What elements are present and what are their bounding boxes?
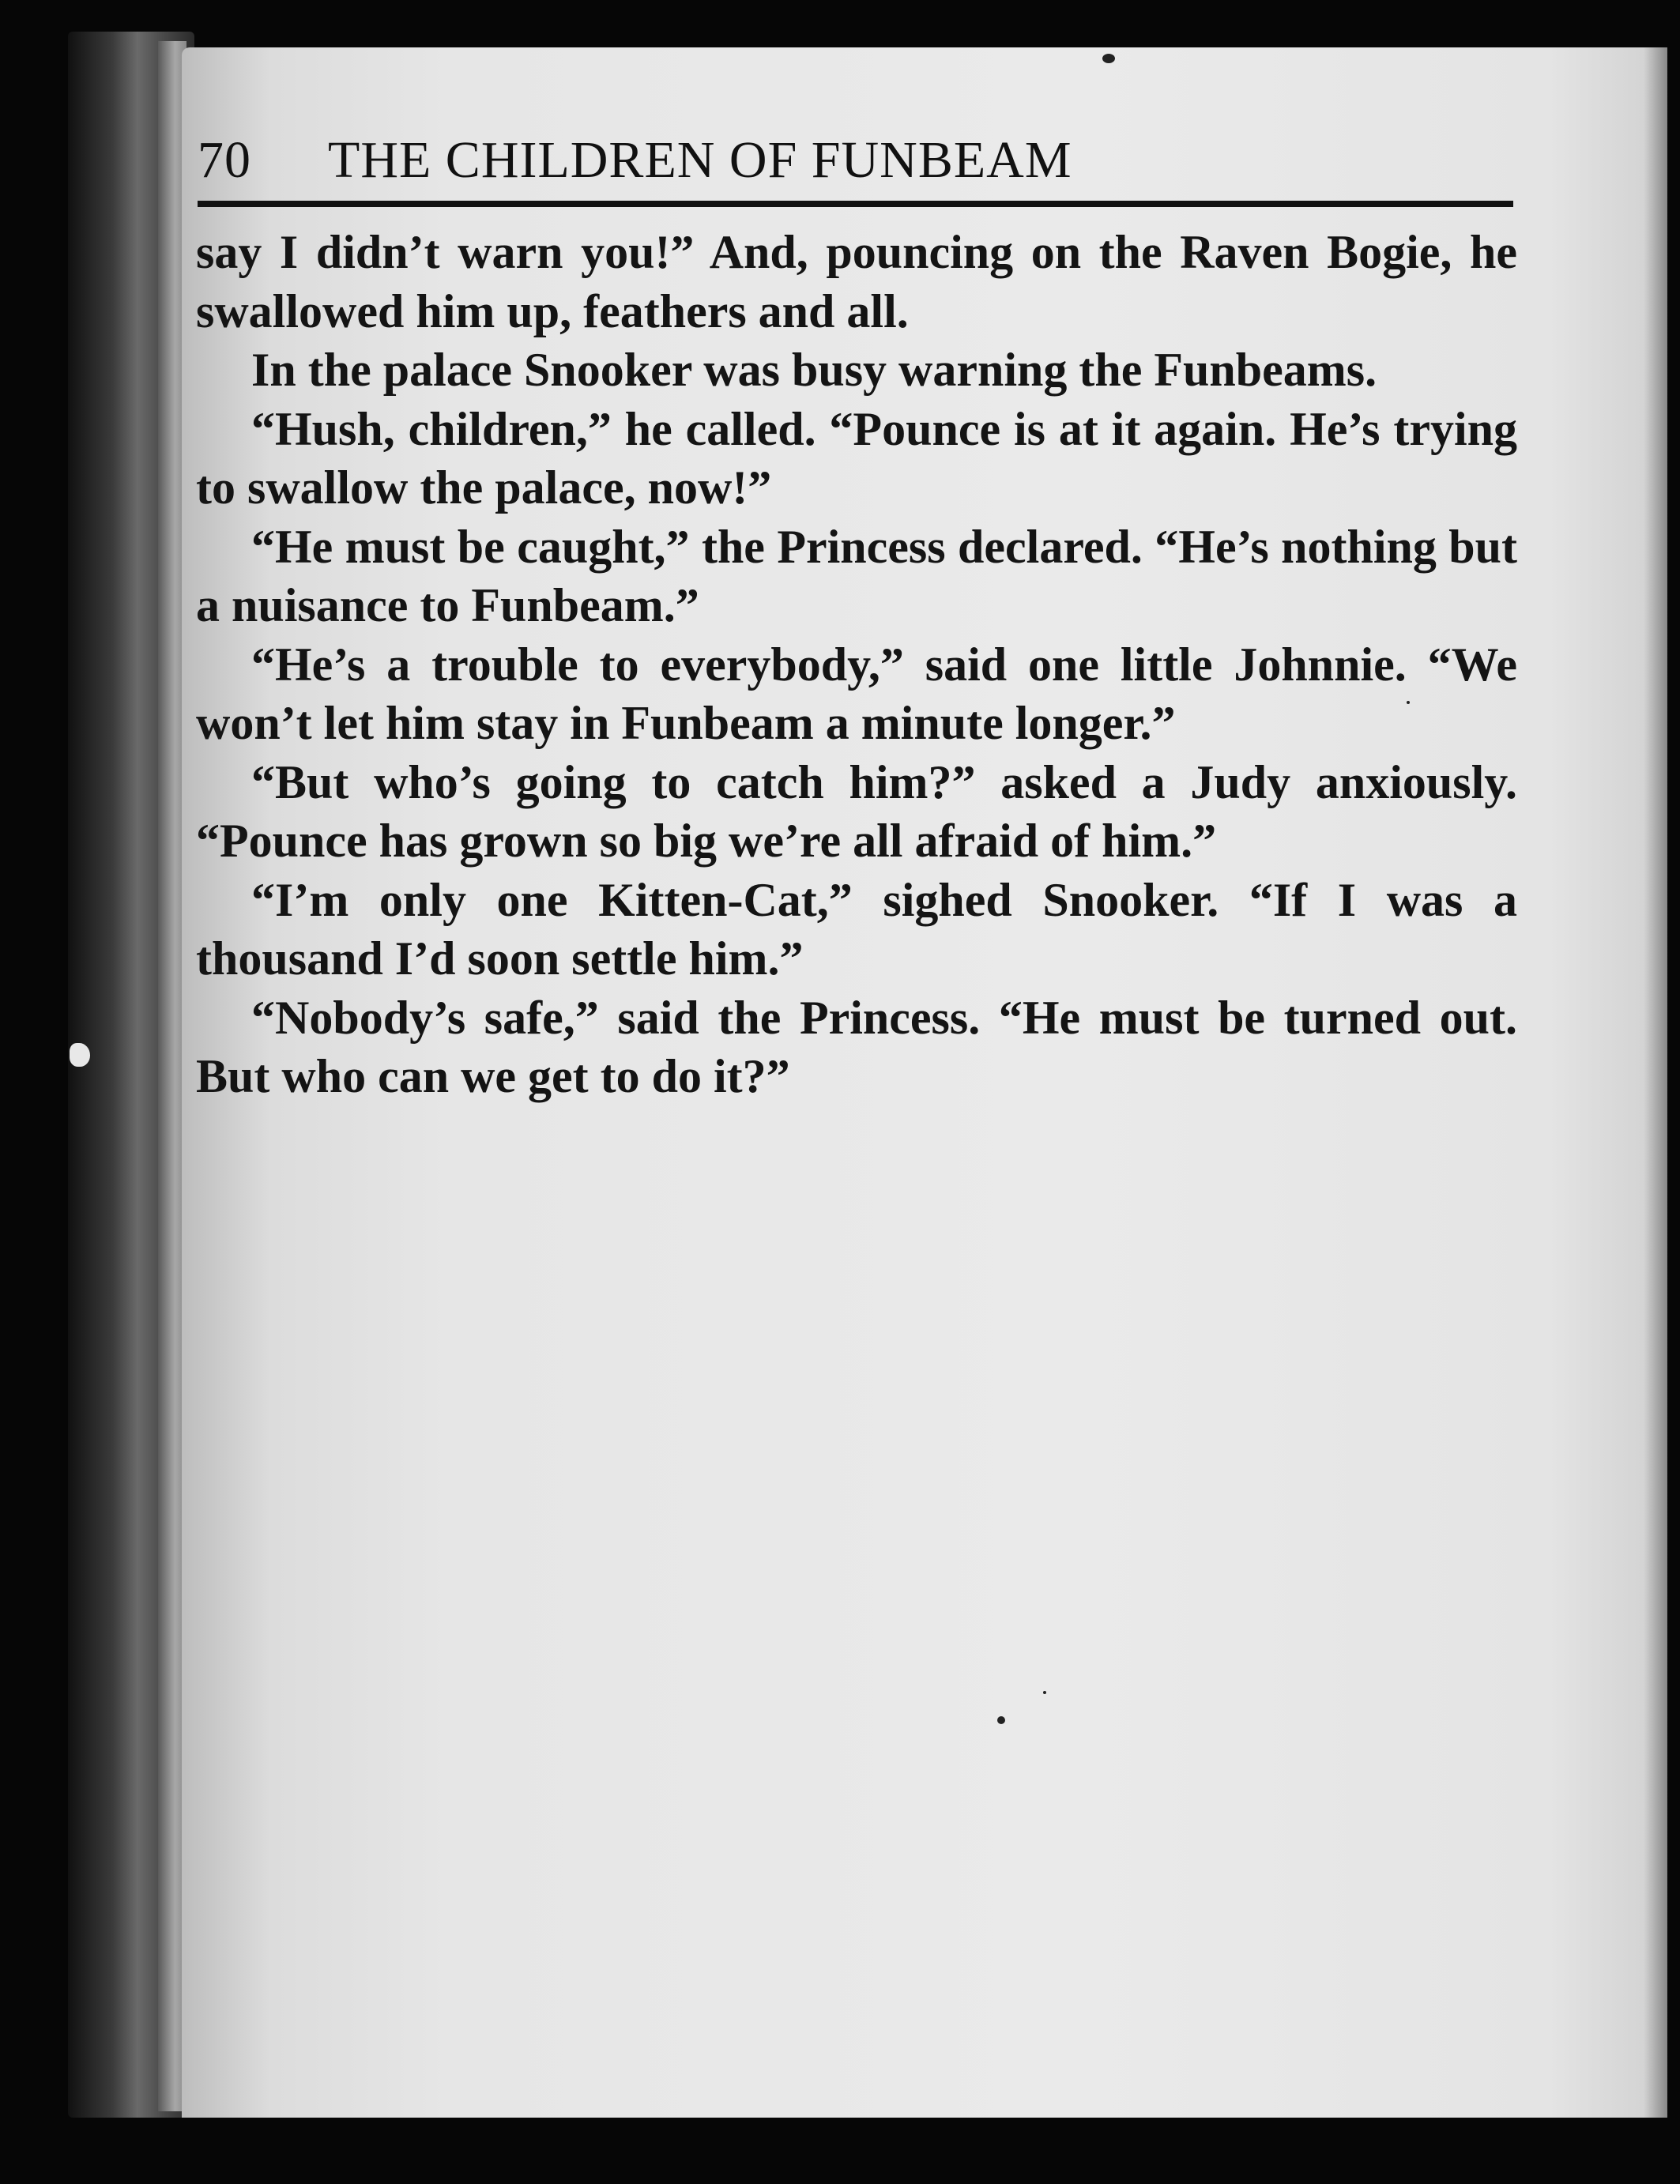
paragraph: say I didn’t warn you!” And, pouncing on the Raven Bogie, he swallowed him up, feathers and all. xyxy=(196,226,1517,337)
paragraph: “Nobody’s safe,” said the Princess. “He must be turned out. But who can we get to do it?” xyxy=(196,991,1517,1102)
paragraph: “He must be caught,” the Princess declared. “He’s nothing but a nuisance to Funbeam.” xyxy=(196,520,1517,631)
paragraph: “But who’s going to catch him?” asked a Judy anxiously. “Pounce has grown so big we’re all afraid of him.” xyxy=(196,755,1517,867)
running-head xyxy=(198,130,1513,201)
paragraph: “He’s a trouble to everybody,” said one little Johnnie. “We won’t let him stay in Funbeam a minute longer.” xyxy=(196,638,1517,749)
dust-speck xyxy=(997,1716,1005,1724)
page-number: 70 xyxy=(198,131,251,189)
paragraph: “Hush, children,” he called. “Pounce is at it again. He’s trying to swallow the palace, now!” xyxy=(196,402,1517,514)
running-title: THE CHILDREN OF FUNBEAM xyxy=(328,131,1072,189)
paper-blot xyxy=(70,1043,90,1067)
body-text xyxy=(196,223,1517,1106)
paragraph: In the palace Snooker was busy warning the Funbeams. xyxy=(251,344,1377,396)
header-rule xyxy=(198,201,1513,207)
dust-speck xyxy=(1102,54,1115,63)
page-shadow xyxy=(1644,47,1667,2118)
paragraph: “I’m only one Kitten-Cat,” sighed Snooker. “If I was a thousand I’d soon settle him.” xyxy=(196,873,1517,985)
dust-speck xyxy=(1043,1691,1046,1694)
